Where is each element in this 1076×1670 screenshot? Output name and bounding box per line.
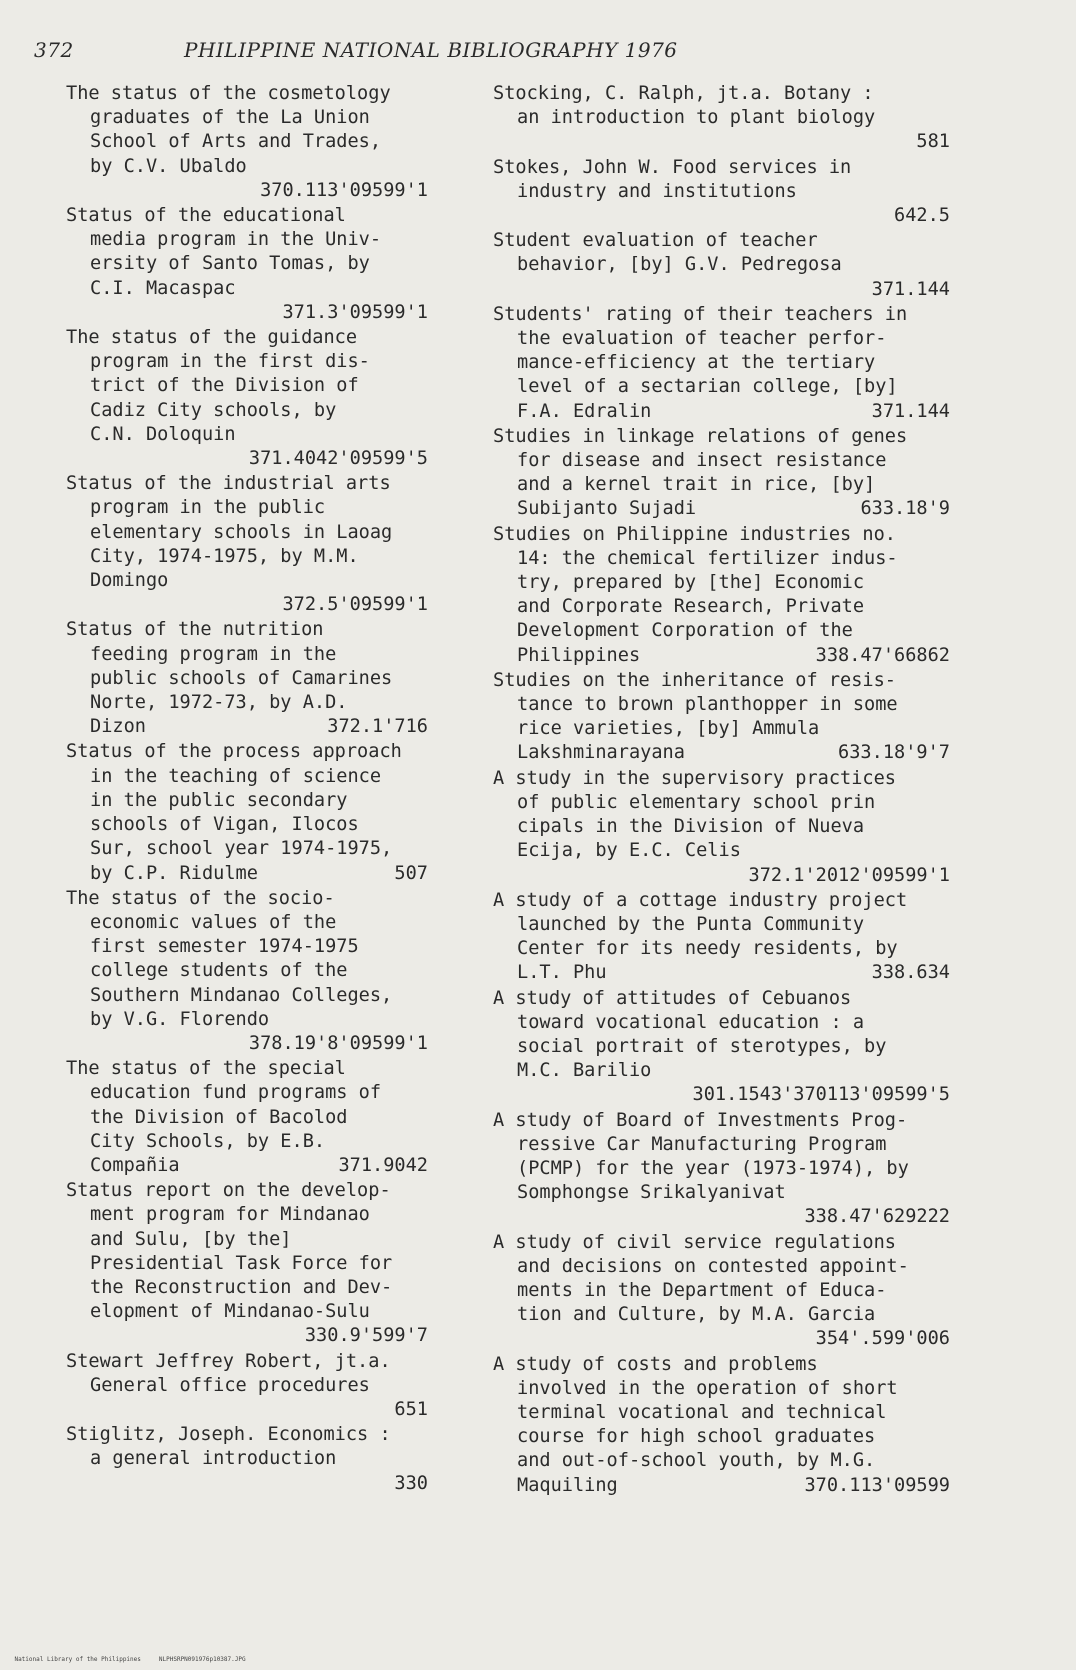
entry-line: social portrait of sterotypes, by: [517, 1035, 887, 1057]
entry-line: City Schools, by E.B.: [90, 1130, 326, 1152]
entry-line: behavior, [by] G.V. Pedregosa: [517, 254, 842, 276]
entry-line: Domingo: [90, 570, 169, 592]
entry-line: public schools of Camarines: [90, 667, 393, 689]
entry-line: of public elementary school prin: [517, 791, 876, 813]
entry-line: course for high school graduates: [517, 1426, 876, 1448]
classification-number: 301.1543'370113'09599'5: [692, 1084, 950, 1106]
entry-line: Subijanto Sujadi: [517, 498, 697, 520]
entry-line: Status of the educational: [66, 205, 346, 227]
entry-line: the Reconstruction and Dev-: [90, 1276, 393, 1298]
entry-line: by C.V. Ubaldo: [90, 155, 247, 177]
entry-line: A study of attitudes of Cebuanos: [493, 987, 852, 1009]
entry-line: C.I. Macaspac: [90, 277, 236, 299]
entry-line: toward vocational education : a: [517, 1011, 865, 1033]
entry-line: Ecija, by E.C. Celis: [517, 840, 741, 862]
entry-line: a general introduction: [90, 1448, 337, 1470]
entry-line: try, prepared by [the] Economic: [517, 572, 865, 594]
entry-line: M.C. Barilio: [517, 1060, 652, 1082]
bibliography-entry: [493, 669, 958, 766]
entry-line: Status of the nutrition: [66, 619, 324, 641]
entry-last-line: [66, 862, 436, 886]
entry-last-line: [493, 400, 958, 424]
entry-line: 14: the chemical fertilizer indus-: [517, 547, 898, 569]
page-number: 372: [34, 38, 74, 62]
bibliography-entry: [493, 303, 958, 424]
entry-line: launched by the Punta Community: [517, 913, 865, 935]
bibliography-entry: [66, 618, 436, 739]
entry-line: by V.G. Florendo: [90, 1008, 270, 1030]
entry-line: ment program for Mindanao: [90, 1204, 370, 1226]
classification-number: 371.144: [871, 278, 950, 300]
entry-last-line: [66, 715, 436, 739]
entry-line: Norte, 1972-73, by A.D.: [90, 692, 348, 714]
classification-number: 372.1'2012'09599'1: [748, 864, 950, 886]
entry-line: School of Arts and Trades,: [90, 131, 382, 153]
bibliography-entry: [66, 326, 436, 471]
entry-line: ressive Car Manufacturing Program: [517, 1133, 887, 1155]
bibliography-entry: [66, 1179, 436, 1348]
bibliography-entry: [493, 425, 958, 522]
entry-line: Lakshminarayana: [517, 742, 685, 764]
entry-line: and a kernel trait in rice, [by]: [517, 474, 876, 496]
entry-line: Dizon: [90, 716, 146, 738]
classification-number: 330: [394, 1472, 428, 1494]
entry-line: Cadiz City schools, by: [90, 399, 337, 421]
bibliography-entry: [493, 987, 958, 1108]
classification-number: 642.5: [894, 205, 950, 227]
entry-line: feeding program in the: [90, 643, 337, 665]
entry-line: Southern Mindanao Colleges,: [90, 984, 393, 1006]
bibliography-entry: [493, 767, 958, 888]
classification-number: 371.3'09599'1: [282, 301, 428, 323]
entry-line: General office procedures: [90, 1374, 370, 1396]
entry-line: ersity of Santo Tomas, by: [90, 253, 370, 275]
entry-line: The status of the socio-: [66, 887, 335, 909]
left-column: [66, 82, 436, 1497]
bibliography-entry: [493, 523, 958, 668]
entry-line: The status of the guidance: [66, 327, 358, 349]
right-column: [493, 82, 958, 1499]
bibliography-entry: [66, 204, 436, 325]
entry-line: Status of the process approach: [66, 741, 402, 763]
bibliography-entry: [493, 156, 958, 229]
entry-line: rice varieties, [by] Ammula: [517, 718, 820, 740]
entry-line: A study of a cottage industry project: [493, 889, 908, 911]
entry-line: Development Corporation of the: [517, 620, 853, 642]
bibliography-entry: [66, 82, 436, 203]
entry-line: Student evaluation of teacher: [493, 230, 818, 252]
entry-line: A study of civil service regulations: [493, 1231, 896, 1253]
entry-line: graduates of the La Union: [90, 107, 370, 129]
classification-number: 354'.599'006: [815, 1328, 950, 1350]
entry-line: elopment of Mindanao-Sulu: [90, 1301, 370, 1323]
classification-number: 378.19'8'09599'1: [248, 1032, 428, 1054]
entry-line: C.N. Doloquin: [90, 423, 236, 445]
bibliography-entry: [493, 1231, 958, 1352]
entry-line: Somphongse Srikalyanivat: [517, 1182, 786, 1204]
entry-line: Sur, school year 1974-1975,: [90, 838, 393, 860]
entry-line: Stiglitz, Joseph. Economics :: [66, 1424, 391, 1446]
entry-line: Status report on the develop-: [66, 1180, 391, 1202]
entry-line: L.T. Phu: [517, 962, 607, 984]
entry-line: in the public secondary: [90, 789, 348, 811]
entry-line: Maquiling: [517, 1474, 618, 1496]
entry-line: involved in the operation of short: [517, 1377, 898, 1399]
classification-number: 338.47'66862: [815, 644, 950, 666]
entry-line: media program in the Univ-: [90, 229, 382, 251]
classification-number: 633.18'9'7: [838, 742, 950, 764]
classification-number: 370.113'09599: [804, 1474, 950, 1496]
entry-line: by C.P. Ridulme: [90, 862, 258, 884]
entry-line: A study of Board of Investments Prog-: [493, 1109, 908, 1131]
entry-line: The status of the special: [66, 1058, 346, 1080]
bibliography-entry: [66, 1423, 436, 1496]
entry-line: level of a sectarian college, [by]: [517, 376, 898, 398]
entry-line: in the teaching of science: [90, 765, 382, 787]
page-title: PHILIPPINE NATIONAL BIBLIOGRAPHY 1976: [184, 38, 678, 62]
entry-line: A study of costs and problems: [493, 1353, 818, 1375]
classification-number: 371.9042: [338, 1154, 428, 1176]
bibliography-entry: [493, 889, 958, 986]
bibliography-entry: [493, 229, 958, 302]
footer-library: National Library of the Philippines: [14, 1656, 141, 1663]
entry-line: program in the public: [90, 497, 326, 519]
entry-line: and Sulu, [by the]: [90, 1228, 292, 1250]
entry-line: Stewart Jeffrey Robert, jt.a.: [66, 1350, 391, 1372]
classification-number: 633.18'9: [860, 498, 950, 520]
classification-number: 371.144: [871, 400, 950, 422]
entry-line: Center for its needy residents, by: [517, 938, 898, 960]
entry-last-line: [493, 961, 958, 985]
entry-line: program in the first dis-: [90, 351, 370, 373]
entry-line: Students' rating of their teachers in: [493, 303, 908, 325]
entry-line: cipals in the Division of Nueva: [517, 816, 865, 838]
entry-line: education fund programs of: [90, 1082, 382, 1104]
bibliography-entry: [66, 1350, 436, 1423]
entry-line: Compañia: [90, 1154, 180, 1176]
entry-line: elementary schools in Laoag: [90, 521, 393, 543]
entry-line: schools of Vigan, Ilocos: [90, 814, 359, 836]
bibliography-entry: [493, 1109, 958, 1230]
entry-line: Studies in linkage relations of genes: [493, 425, 908, 447]
entry-line: mance-efficiency at the tertiary: [517, 352, 876, 374]
entry-line: industry and institutions: [517, 180, 797, 202]
bibliography-entry: [66, 887, 436, 1056]
classification-number: 372.1'716: [327, 716, 428, 738]
entry-line: F.A. Edralin: [517, 400, 652, 422]
entry-line: The status of the cosmetology: [66, 83, 391, 104]
classification-number: 581: [916, 131, 950, 153]
entry-last-line: [493, 644, 958, 668]
bibliography-entry: [493, 82, 958, 155]
entry-last-line: [66, 1154, 436, 1178]
classification-number: 507: [394, 862, 428, 884]
entry-line: an introduction to plant biology: [517, 107, 876, 129]
entry-line: terminal vocational and technical: [517, 1401, 887, 1423]
entry-line: Studies on Philippine industries no.: [493, 523, 896, 545]
bibliography-entry: [66, 472, 436, 617]
entry-line: Stocking, C. Ralph, jt.a. Botany :: [493, 83, 874, 104]
entry-line: college students of the: [90, 960, 348, 982]
entry-line: Studies on the inheritance of resis-: [493, 669, 896, 691]
entry-line: economic values of the: [90, 911, 337, 933]
page-header: [34, 38, 734, 62]
classification-number: 338.634: [871, 962, 950, 984]
entry-line: the evaluation of teacher perfor-: [517, 328, 887, 350]
entry-line: Philippines: [517, 644, 641, 666]
entry-line: A study in the supervisory practices: [493, 767, 896, 789]
entry-line: ments in the Department of Educa-: [517, 1279, 887, 1301]
entry-line: City, 1974-1975, by M.M.: [90, 545, 359, 567]
entry-last-line: [493, 1474, 958, 1498]
entry-line: the Division of Bacolod: [90, 1106, 348, 1128]
entry-line: trict of the Division of: [90, 375, 359, 397]
entry-line: tance to brown planthopper in some: [517, 694, 898, 716]
classification-number: 330.9'599'7: [304, 1325, 428, 1347]
bibliography-entry: [66, 740, 436, 885]
bibliography-entry: [493, 1353, 958, 1498]
footer-file: NLPHSRPN091976p10387.JPG: [158, 1656, 246, 1663]
entry-line: and decisions on contested appoint-: [517, 1255, 909, 1277]
entry-line: Status of the industrial arts: [66, 473, 391, 495]
bibliography-entry: [66, 1057, 436, 1178]
entry-line: (PCMP) for the year (1973-1974), by: [517, 1157, 909, 1179]
entry-line: and out-of-school youth, by M.G.: [517, 1450, 876, 1472]
classification-number: 370.113'09599'1: [260, 179, 428, 201]
classification-number: 371.4042'09599'5: [248, 448, 428, 470]
entry-line: tion and Culture, by M.A. Garcia: [517, 1304, 876, 1326]
classification-number: 338.47'629222: [804, 1206, 950, 1228]
classification-number: 651: [394, 1398, 428, 1420]
entry-line: and Corporate Research, Private: [517, 596, 865, 618]
entry-line: Stokes, John W. Food services in: [493, 156, 852, 178]
entry-line: Presidential Task Force for: [90, 1252, 393, 1274]
entry-last-line: [493, 741, 958, 765]
entry-line: first semester 1974-1975: [90, 936, 359, 958]
entry-line: for disease and insect resistance: [517, 450, 887, 472]
page-footer: [0, 1649, 264, 1670]
entry-last-line: [493, 497, 958, 521]
classification-number: 372.5'09599'1: [282, 594, 428, 616]
